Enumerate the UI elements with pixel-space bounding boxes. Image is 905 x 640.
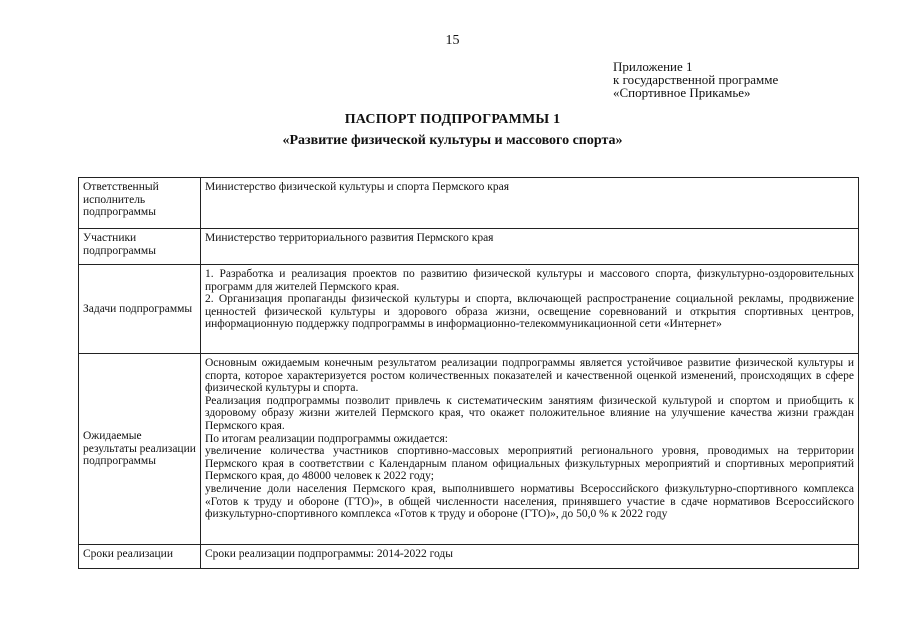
- row-paragraph: Сроки реализации подпрограммы: 2014-2022 годы: [205, 548, 453, 560]
- appendix-line: Приложение 1: [613, 59, 693, 74]
- appendix-line: «Спортивное Прикамье»: [613, 85, 751, 100]
- row-label: Ожидаемые результаты реализации подпрограммы: [79, 354, 201, 545]
- document-subtitle: «Развитие физической культуры и массового спорта»: [282, 133, 623, 148]
- row-label: Сроки реализации: [79, 545, 201, 569]
- page-number: 15: [445, 33, 460, 48]
- row-value: [201, 178, 859, 229]
- row-paragraph: 1. Разработка и реализация проектов по развитию физической культуры и массового спорта, физкультурно-оздоровительных программ для жителей Пермского края.: [205, 268, 854, 293]
- table-row: [79, 545, 859, 569]
- appendix-block: [613, 60, 778, 99]
- row-paragraph: увеличение количества участников спортивно-массовых мероприятий регионального уровня, проводимых на территории Пермского края в соответствии с Календарным планом официальных физкультурных мероприятий и спортивных мероприятий Пермского края, до 48000 человек к 2022 году;: [205, 445, 854, 483]
- row-label: Участники подпрограммы: [79, 229, 201, 265]
- row-value: [201, 354, 859, 545]
- row-paragraph: Министерство территориального развития Пермского края: [205, 232, 494, 244]
- row-label: Задачи подпрограммы: [79, 265, 201, 354]
- document-title: ПАСПОРТ ПОДПРОГРАММЫ 1: [344, 112, 561, 127]
- row-value: [201, 229, 859, 265]
- row-paragraph: Основным ожидаемым конечным результатом реализации подпрограммы является устойчивое развитие физической культуры и спорта, которое характеризуется ростом количественных показателей и качественной оценкой изменений, происходящих в сфере физической культуры и спорта.: [205, 357, 854, 395]
- row-paragraph: 2. Организация пропаганды физической культуры и спорта, включающей распространение социальной рекламы, продвижение ценностей физической культуры и здорового образа жизни, освещение соревнований и открытия спортивных центров, информационную поддержку подпрограммы в информационно-телекоммуникационной сети «Интернет»: [205, 293, 854, 331]
- table-row: [79, 178, 859, 229]
- row-paragraph: По итогам реализации подпрограммы ожидается:: [205, 432, 448, 445]
- table-row: [79, 354, 859, 545]
- table-row: [79, 265, 859, 354]
- row-paragraph: Реализация подпрограммы позволит привлечь к систематическим занятиям физической культурой и спортом и приобщить к здоровому образу жизни жителей Пермского края, что окажет положительное влияние на улучшение качества жизни граждан Пермского края.: [205, 394, 854, 432]
- appendix-line: к государственной программе: [613, 72, 779, 87]
- row-value: [201, 265, 859, 354]
- row-label: Ответственный исполнитель подпрограммы: [79, 178, 201, 229]
- row-paragraph: Министерство физической культуры и спорта Пермского края: [205, 181, 510, 193]
- row-paragraph: увеличение доли населения Пермского края, выполнившего нормативы Всероссийского физкультурно-спортивного комплекса «Готов к труду и обороне (ГТО)», в общей численности населения, принявшего участие в сдаче нормативов Всероссийского физкультурно-спортивного комплекса «Готов к труду и обороне (ГТО)», до 50,0 % к 2022 году: [205, 482, 854, 521]
- table-row: [79, 229, 859, 265]
- passport-table: [78, 177, 859, 569]
- row-value: [201, 545, 859, 569]
